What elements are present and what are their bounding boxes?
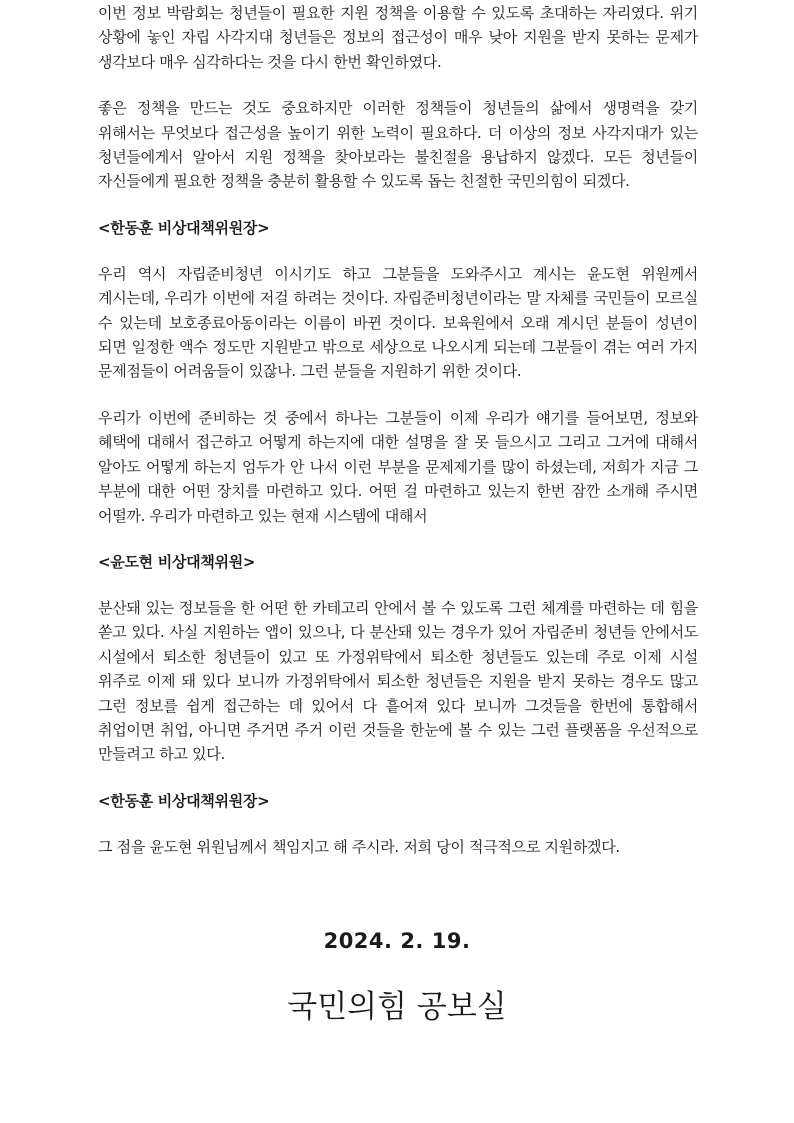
organization-name: 국민의힘 공보실: [287, 989, 507, 1025]
paragraph-policy: 좋은 정책을 만드는 것도 중요하지만 이러한 정책들이 청년들의 삶에서 생명력을 갖기 위해서는 무엇보다 접근성을 높이기 위한 노력이 필요하다. 더 이상의 정보 사각지대가 있는 청년들에게서 알아서 지원 정책을 찾아보라는 불친절을 용납하지 않겠다. 모든 청년들이 자신들에게 필요한 정책을 충분히 활용할 수 있도록 돕는 친절한 국민의힘이 되겠다.: [98, 99, 698, 191]
speaker-heading: <한동훈 비상대책위원장>: [98, 791, 270, 810]
speaker-heading: <한동훈 비상대책위원장>: [98, 218, 270, 237]
paragraph-remarks: 우리가 이번에 준비하는 것 중에서 하나는 그분들이 이제 우리가 얘기를 들어보면, 정보와 혜택에 대해서 접근하고 어떻게 하는지에 대한 설명을 잘 못 들으시고 그리고 그거에 대해서 알아도 어떻게 하는지 엄두가 안 나서 이런 부분을 문제제기를 많이 하셨는데, 저희가 지금 그 부분에 대한 어떤 장치를 마련하고 있다. 어떤 걸 마련하고 있는지 한번 잠깐 소개해 주시면 어떨까. 우리가 마련하고 있는 현재 시스템에 대해서: [98, 408, 698, 525]
speaker-heading: <윤도현 비상대책위원>: [98, 552, 256, 571]
paragraph-remarks: 우리 역시 자립준비청년 이시기도 하고 그분들을 도와주시고 계시는 윤도현 위원께서 계시는데, 우리가 이번에 저걸 하려는 것이다. 자립준비청년이라는 말 자체를 국민들이 모르실 수 있는데 보호종료아동이라는 이름이 바뀐 것이다. 보육원에서 오래 계시던 분들이 성년이 되면 일정한 액수 정도만 지원받고 밖으로 세상으로 나오시게 되는데 그분들이 겪는 여러 가지 문제점들이 어려움들이 있잖나. 그런 분들을 지원하기 위한 것이다.: [98, 264, 698, 381]
paragraph-remarks: 분산돼 있는 정보들을 한 어떤 한 카테고리 안에서 볼 수 있도록 그런 체계를 마련하는 데 힘을 쏟고 있다. 사실 지원하는 앱이 있으나, 다 분산돼 있는 경우가 있어 자립준비 청년들 안에서도 시설에서 퇴소한 청년들이 있고 또 가정위탁에서 퇴소한 청년들도 있는데 주로 이제 시설 위주로 이제 돼 있다 보니까 가정위탁에서 퇴소한 청년들은 지원을 받지 못하는 경우도 많고 그런 정보를 쉽게 접근하는 데 있어서 다 흩어져 있다 보니까 그것들을 한번에 통합해서 취업이면 취업, 아니면 주거면 주거 이런 것들을 한눈에 볼 수 있는 그런 플랫폼을 우선적으로 만들려고 하고 있다.: [98, 598, 698, 764]
press-release-body: [98, 0, 698, 859]
release-date: 2024. 2. 19.: [323, 929, 471, 953]
paragraph-closing: 그 점을 윤도현 위원님께서 책임지고 해 주시라. 저희 당이 적극적으로 지원하겠다.: [98, 837, 620, 856]
paragraph-intro: 이번 정보 박람회는 청년들이 필요한 지원 정책을 이용할 수 있도록 초대하는 자리였다. 위기 상황에 놓인 자립 사각지대 청년들은 정보의 접근성이 매우 낮아 지원을 받지 못하는 문제가 생각보다 매우 심각하다는 것을 다시 한번 확인하였다.: [98, 4, 698, 71]
